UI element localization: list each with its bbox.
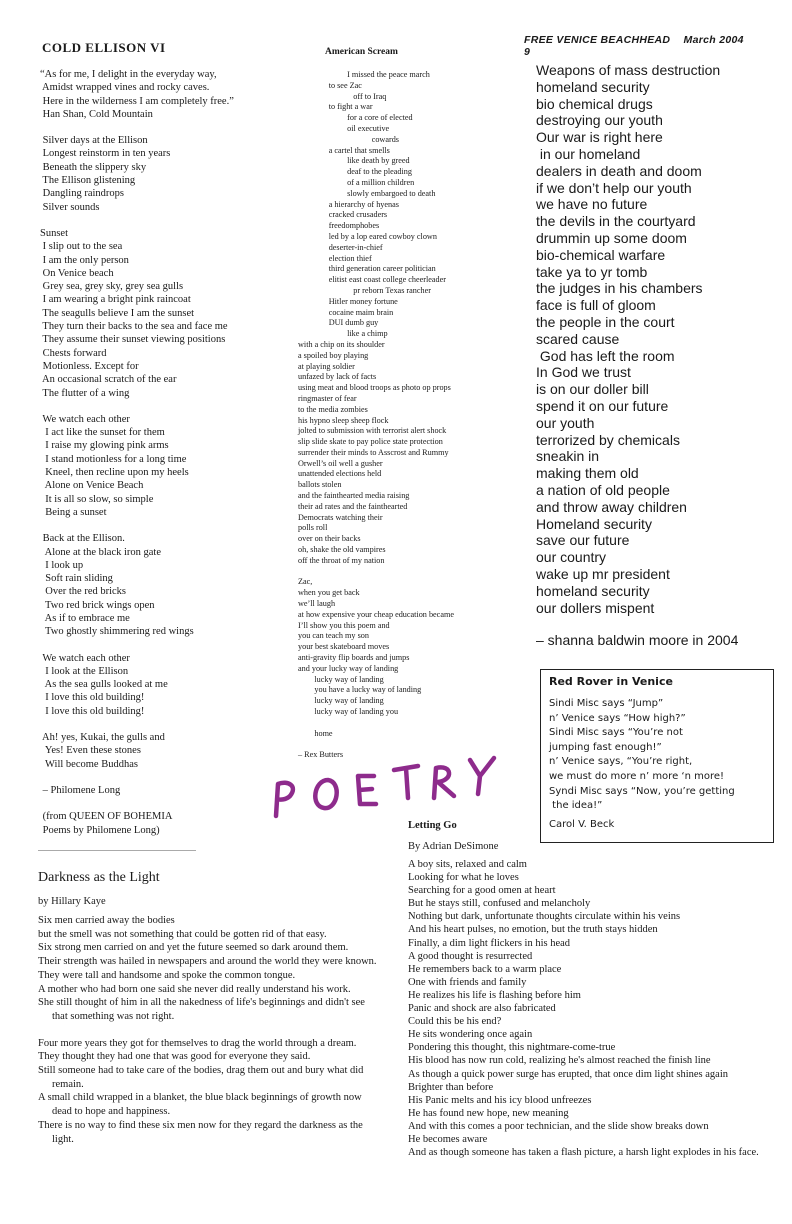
poem-line: He sits wondering once again (408, 1029, 533, 1041)
poem-line: The seagulls believe I am the sunset (40, 307, 195, 319)
poem-line: but the smell was not something that could be gotten rid of that easy. (38, 928, 327, 940)
poem-line: face is full of gloom (536, 297, 656, 314)
poem-line (298, 739, 528, 750)
poem-line: lucky way of landing (298, 696, 384, 706)
section-divider (38, 850, 196, 851)
poem-line: Sunset (40, 227, 69, 239)
poem-line: your best skateboard moves (298, 642, 390, 652)
poem-line: But he stays still, confused and melancholy (408, 898, 591, 910)
poem-darkness-byline: by Hillary Kaye (38, 896, 106, 907)
poem-line: our youth (536, 414, 595, 431)
poem-line: She still thought of him in all the nakedness of life's beginnings and didn't see that something was not right. (38, 997, 365, 1022)
poem-line: Over the red bricks (40, 586, 127, 598)
poem-line: I raise my glowing pink arms (40, 440, 169, 452)
poem-line: and the fainthearted media raising (298, 491, 410, 501)
poem-line: Sindi Misc says “Jump” (549, 698, 664, 709)
poem-line: In God we trust (536, 364, 631, 381)
poem-line: Could this be his end? (408, 1016, 502, 1028)
poem-line: Poems by Philomene Long) (40, 824, 160, 836)
poem-line: when you get back (298, 588, 360, 598)
poem-line: surrender their minds to Asscrost and Rummy (298, 447, 449, 457)
poem-line: He realizes his life is flashing before him (408, 989, 581, 1001)
poem-line: oil executive (298, 123, 390, 133)
stanza (40, 731, 295, 771)
poem-line: I am wearing a bright pink raincoat (40, 294, 191, 306)
poem-line: wake up mr president (536, 565, 670, 582)
stanza (40, 532, 295, 638)
poem-cold-ellison (40, 68, 295, 850)
poem-line: unattended elections held (298, 469, 382, 479)
poem-line: Weapons of mass destruction (536, 62, 721, 78)
stanza (40, 810, 295, 837)
poem-line: Alone at the black iron gate (40, 546, 162, 558)
poem-line: we have no future (536, 196, 648, 213)
poem-line: Zac, (298, 577, 313, 587)
poem-line: Their strength was hailed in newspapers and around the world they were known. (38, 956, 377, 968)
poem-line: I act like the sunset for them (40, 427, 165, 439)
poem-line: Two red brick wings open (40, 599, 155, 611)
poem-line: Han Shan, Cold Mountain (40, 108, 153, 120)
poem-line: And with this comes a poor technician, and the slide show breaks down (408, 1120, 709, 1132)
poem-line: in our homeland (536, 145, 641, 162)
poem-line: you have a lucky way of landing (298, 685, 422, 695)
poem-line: I look at the Ellison (40, 665, 129, 677)
poem-line: destroying our youth (536, 112, 663, 129)
poem-line: if we don’t help our youth (536, 179, 692, 196)
poem-line: A boy sits, relaxed and calm (408, 859, 527, 870)
poem-line: His Panic melts and his icy blood unfreezes (408, 1094, 592, 1106)
poem-line: using meat and blood troops as photo op props (298, 383, 451, 393)
poem-line: to the media zombies (298, 404, 368, 414)
poem-line: We watch each other (40, 413, 130, 425)
poem-line: Looking for what he loves (408, 872, 519, 884)
poem-line: like death by greed (298, 156, 410, 166)
poem-line: led by a lop eared cowboy clown (298, 231, 437, 241)
poem-line: Finally, a dim light flickers in his head (408, 937, 571, 949)
poem-title-darkness: Darkness as the Light (38, 870, 160, 885)
poem-line: the judges in his chambers (536, 280, 703, 297)
poem-line: Grey sea, grey sky, grey sea gulls (40, 281, 184, 293)
poem-line: n’ Venice says “How high?” (549, 712, 686, 724)
page-header (524, 34, 760, 58)
page-number: 9 (524, 46, 531, 58)
poem-line: “As for me, I delight in the everyday way, (40, 69, 217, 80)
poem-line: As though a quick power surge has erupted, that once dim light shines again (408, 1068, 728, 1080)
poem-line: take ya to yr tomb (536, 263, 648, 280)
poetry-handwritten-heading (266, 754, 506, 824)
poem-line: Here in the wilderness I am completely free.” (40, 95, 234, 107)
poem-title-red-rover: Red Rover in Venice (549, 675, 673, 688)
poem-line: Longest reinstorm in ten years (40, 148, 171, 160)
poem-line: cowards (298, 134, 399, 144)
poem-line: They assume their sunset viewing positions (40, 334, 226, 346)
poem-line: his hypno sleep sheep flock (298, 415, 389, 425)
poem-line: we must do more n’ more ‘n more! (549, 770, 725, 782)
poem-red-rover (549, 697, 769, 814)
poem-line: to fight a war (298, 102, 373, 112)
poem-line: at how expensive your cheap education became (298, 609, 454, 619)
poem-line: Dangling raindrops (40, 188, 124, 200)
poem-weapons (536, 62, 776, 616)
poem-line: making them old (536, 465, 639, 482)
poem-line: homeland security (536, 582, 650, 599)
poem-line: Being a sunset (40, 506, 107, 518)
poem-line: – Rex Butters (298, 750, 344, 760)
poem-line: a nation of old people (536, 481, 670, 498)
poem-line: terrorized by chemicals (536, 431, 680, 448)
poem-line: (from QUEEN OF BOHEMIA (40, 811, 173, 823)
poem-line: Beneath the slippery sky (40, 161, 147, 173)
poem-title-letting-go: Letting Go (408, 820, 457, 831)
poem-line: the people in the court (536, 313, 675, 330)
poem-line: I stand motionless for a long time (40, 453, 187, 465)
stanza (40, 227, 295, 400)
poem-line (298, 718, 528, 729)
poem-line: unfazed by lack of facts (298, 372, 377, 382)
poem-line: Orwell’s oil well a gusher (298, 458, 383, 468)
poem-line: I am the only person (40, 254, 129, 266)
poem-line: Motionless. Except for (40, 360, 139, 372)
poem-line: over on their backs (298, 534, 361, 544)
poem-american-scream (298, 70, 528, 761)
poem-line: bio chemical drugs (536, 95, 653, 112)
poem-line: you can teach my son (298, 631, 369, 641)
poem-line: I love this old building! (40, 705, 145, 717)
poem-letting-go-byline: By Adrian DeSimone (408, 841, 499, 852)
poem-title-cold-ellison: COLD ELLISON VI (42, 40, 166, 55)
stanza (40, 652, 295, 718)
poem-line: drummin up some doom (536, 229, 687, 246)
poem-line: scared cause (536, 330, 620, 347)
poem-line: pr reborn Texas rancher (298, 285, 431, 295)
poem-line: slowly embargoed to death (298, 188, 436, 198)
poem-line: cracked crusaders (298, 210, 388, 220)
poem-line: the idea!” (549, 800, 603, 812)
poem-line: I love this old building! (40, 692, 145, 704)
poem-line: He becomes aware (408, 1133, 488, 1145)
poem-line: Ah! yes, Kukai, the gulls and (40, 732, 165, 744)
poem-line: anti-gravity flip boards and jumps (298, 653, 410, 663)
poem-line: n’ Venice says, “You’re right, (549, 756, 693, 768)
poem-line: Will become Buddhas (40, 758, 138, 770)
poem-line: deserter-in-chief (298, 242, 383, 252)
poem-line: election thief (298, 253, 372, 263)
poem-line: like a chimp (298, 329, 388, 339)
poem-line: They turn their backs to the sea and face me (40, 321, 228, 333)
poem-line: Yes! Even these stones (40, 745, 141, 757)
poem-line: We watch each other (40, 652, 130, 664)
poem-line: – Philomene Long (40, 784, 121, 796)
poem-line: Silver days at the Ellison (40, 135, 148, 147)
poem-line: Democrats watching their (298, 512, 383, 522)
poetry-letter-t (394, 766, 418, 798)
poetry-letter-o (315, 780, 336, 808)
poem-line: Panic and shock are also fabricated (408, 1003, 556, 1015)
poem-line: ballots stolen (298, 480, 342, 490)
poem-line: Six strong men carried on and yet the future seemed so dark around them. (38, 942, 349, 954)
poem-line: And as though someone has taken a flash picture, a harsh light explodes in his face. (408, 1147, 759, 1159)
poem-line: DUI dumb guy (298, 318, 379, 328)
poem-line: jumping fast enough!” (549, 741, 662, 753)
poem-line: Homeland security (536, 515, 652, 532)
poem-line: And his heart pulses, no emotion, but the truth stays hidden (408, 924, 658, 936)
poem-line: Nothing but dark, unfortunate thoughts circulate within his veins (408, 911, 681, 923)
poem-line: save our future (536, 532, 630, 549)
poem-line: Brighter than before (408, 1081, 494, 1093)
poem-line: slip slide skate to pay police state protection (298, 437, 443, 447)
poem-line: and your lucky way of landing (298, 663, 399, 673)
poem-line: freedomphobes (298, 221, 380, 231)
poem-line: for a core of elected (298, 113, 413, 123)
poem-line: a cartel that smells (298, 145, 390, 155)
poem-line: A small child wrapped in a blanket, the blue black beginnings of growth now dead to hope and happiness. (38, 1092, 362, 1118)
stanza (40, 413, 295, 519)
poem-line: I missed the peace march (298, 70, 430, 79)
poem-line: His blood has now run cold, realizing he's almost reached the finish line (408, 1055, 711, 1067)
poem-line: we’ll laugh (298, 599, 336, 609)
poem-line: Syndi Misc says “Now, you’re getting (549, 785, 735, 797)
poem-line: ringmaster of fear (298, 393, 357, 403)
stanza (40, 784, 295, 797)
poem-line: It is all so slow, so simple (40, 493, 154, 505)
poem-line: I slip out to the sea (40, 241, 123, 253)
poem-line: He has found new hope, new meaning (408, 1107, 569, 1119)
poem-line: Pondering this thought, this nightmare-come-true (408, 1042, 616, 1054)
poem-line: is on our doller bill (536, 381, 649, 398)
poem-line: at playing soldier (298, 361, 355, 371)
poem-line: homeland security (536, 78, 650, 95)
poem-line: Searching for a good omen at heart (408, 885, 556, 897)
poem-line: oh, shake the old vampires (298, 545, 386, 555)
poem-line: Still someone had to take care of the bodies, drag them out and bury what did remain. (38, 1065, 364, 1090)
poem-line: The Ellison glistening (40, 175, 136, 187)
poem-line: A mother who had born one said she never did really understand his work. (38, 983, 351, 995)
poem-line: One with friends and family (408, 976, 527, 988)
poem-line: They thought they had one that was good for everyone they said. (38, 1051, 311, 1063)
issue-date: March 2004 (683, 34, 744, 46)
poem-line: As the sea gulls looked at me (40, 679, 168, 691)
poem-line: Hitler money fortune (298, 296, 398, 306)
poem-line: dealers in death and doom (536, 162, 702, 179)
poem-letting-go (408, 858, 778, 1159)
poem-line: As if to embrace me (40, 612, 130, 624)
poem-line: their ad rates and the fainthearted (298, 501, 408, 511)
poem-line: the devils in the courtyard (536, 213, 696, 230)
poem-line: of a million children (298, 177, 415, 187)
poem-line: bio-chemical warfare (536, 246, 666, 263)
poetry-letter-e (358, 776, 376, 804)
stanza (40, 134, 295, 214)
poem-line: our country (536, 549, 607, 566)
paper-name: FREE VENICE BEACHHEAD (524, 34, 671, 46)
poem-line: home (298, 728, 333, 738)
poem-line: They were tall and handsome and spoke the common tongue. (38, 969, 296, 981)
poem-red-rover-signature: Carol V. Beck (549, 819, 615, 830)
poem-line: elitist east coast college cheerleader (298, 275, 446, 285)
poem-line: lucky way of landing you (298, 707, 399, 717)
stanza (40, 68, 295, 121)
poem-line: off the throat of my nation (298, 555, 385, 565)
poem-line: God has left the room (536, 347, 675, 364)
poem-line: I’ll show you this poem and (298, 620, 390, 630)
poem-line: Six men carried away the bodies (38, 915, 175, 926)
poem-line: with a chip on its shoulder (298, 339, 385, 349)
poem-line: to see Zac (298, 80, 362, 90)
poem-line: polls roll (298, 523, 328, 533)
poem-line: a hierarchy of hyenas (298, 199, 399, 209)
poem-line: Soft rain sliding (40, 573, 113, 585)
poetry-letter-p (276, 783, 293, 816)
poem-line: jolted to submission with terrorist alert shock (298, 426, 447, 436)
poem-line: Kneel, then recline upon my heels (40, 467, 189, 479)
poem-line: Our war is right here (536, 129, 663, 146)
poem-weapons-signature: – shanna baldwin moore in 2004 (536, 632, 739, 648)
poem-line: and throw away children (536, 498, 687, 515)
poem-line: lucky way of landing (298, 674, 384, 684)
poem-line: Four more years they got for themselves to drag the world through a dream. (38, 1037, 357, 1049)
poem-line: The flutter of a wing (40, 387, 130, 399)
poem-line: Alone on Venice Beach (40, 480, 144, 492)
poem-line (298, 567, 528, 578)
poem-line: I look up (40, 559, 84, 571)
poem-line: Sindi Misc says “You’re not (549, 727, 683, 739)
poetry-letter-r (434, 767, 454, 798)
poem-line: On Venice beach (40, 267, 114, 279)
poem-line: third generation career politician (298, 264, 436, 274)
poem-line: a spoiled boy playing (298, 350, 369, 360)
poem-line: Silver sounds (40, 201, 100, 213)
poem-line: sneakin in (536, 448, 600, 465)
poem-title-american-scream: American Scream (325, 47, 398, 57)
poem-line: An occasional scratch of the ear (40, 374, 177, 386)
poem-line: Chests forward (40, 347, 107, 359)
poem-line: cocaine maim brain (298, 307, 394, 317)
poem-darkness (38, 914, 378, 1146)
poem-line: Back at the Ellison. (40, 533, 125, 545)
poem-line: deaf to the pleading (298, 167, 412, 177)
poem-line: off to Iraq (298, 91, 387, 101)
poem-line: There is no way to find these six men now for they regard the darkness as the light. (38, 1119, 363, 1145)
poem-line: spend it on our future (536, 397, 669, 414)
poetry-letter-y (470, 758, 494, 794)
poem-line: Two ghostly shimmering red wings (40, 626, 194, 638)
poem-line: our dollers mispent (536, 599, 655, 616)
poem-line: Amidst wrapped vines and rocky caves. (40, 82, 210, 94)
poem-line: He remembers back to a warm place (408, 963, 562, 975)
poem-line: A good thought is resurrected (408, 950, 533, 962)
